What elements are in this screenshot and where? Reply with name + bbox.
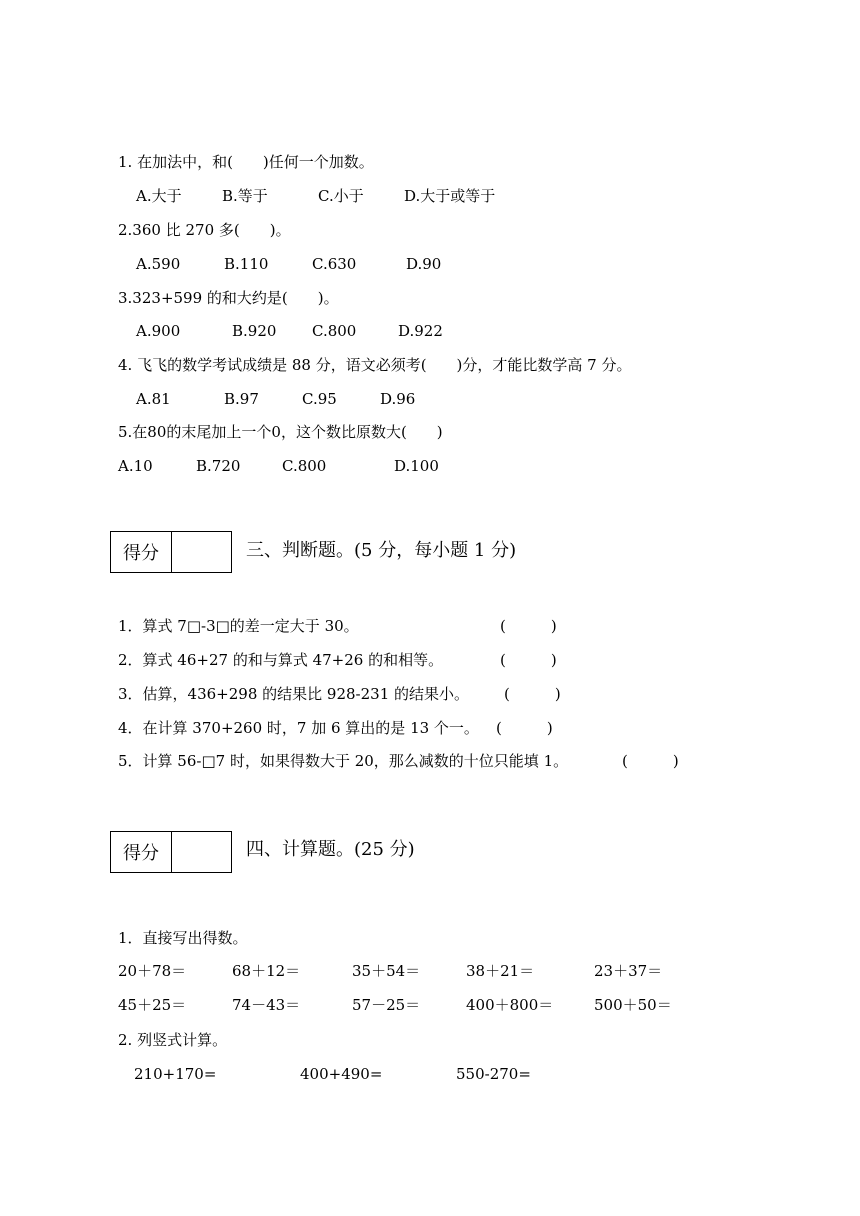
q1-option-c: C.小于 <box>318 187 364 205</box>
judge-item-4-answer: ( ) <box>496 719 553 737</box>
calc-row2-item-4: 400＋800＝ <box>466 996 554 1014</box>
calc-row2-item-1: 45＋25＝ <box>118 996 187 1014</box>
q4-option-b: B.97 <box>224 390 259 408</box>
judge-item-2: 2．算式 46+27 的和与算式 47+26 的和相等。 <box>118 651 444 669</box>
q1-option-a: A.大于 <box>136 187 182 205</box>
q5-option-d: D.100 <box>394 457 439 475</box>
judge-item-5: 5．计算 56-□7 时，如果得数大于 20，那么减数的十位只能填 1。 <box>118 752 569 770</box>
q2-option-a: A.590 <box>136 255 181 273</box>
calc-subheading-1: 1．直接写出得数。 <box>118 929 248 947</box>
score-box-section-3 <box>110 531 232 573</box>
score-box-section-4 <box>110 831 232 873</box>
q3-option-c: C.800 <box>312 322 357 340</box>
calc-row1-item-1: 20＋78＝ <box>118 962 187 980</box>
vertical-calc-1: 210+170= <box>134 1065 217 1083</box>
q2-option-c: C.630 <box>312 255 357 273</box>
calc-row1-item-4: 38＋21＝ <box>466 962 535 980</box>
calc-row1-item-2: 68＋12＝ <box>232 962 301 980</box>
judge-item-1: 1．算式 7□-3□的差一定大于 30。 <box>118 617 359 635</box>
question-4: 4. 飞飞的数学考试成绩是 88 分，语文必须考( )分，才能比数学高 7 分。 <box>118 356 632 374</box>
calc-row1-item-3: 35＋54＝ <box>352 962 421 980</box>
q5-option-a: A.10 <box>118 457 153 475</box>
q5-option-b: B.720 <box>196 457 241 475</box>
calc-row2-item-5: 500＋50＝ <box>594 996 672 1014</box>
section-4-title: 四、计算题。(25 分) <box>246 839 415 860</box>
calc-row1-item-5: 23＋37＝ <box>594 962 663 980</box>
q4-option-a: A.81 <box>136 390 171 408</box>
q4-option-d: D.96 <box>380 390 416 408</box>
vertical-calc-2: 400+490= <box>300 1065 383 1083</box>
q4-option-c: C.95 <box>302 390 337 408</box>
calc-row2-item-2: 74－43＝ <box>232 996 301 1014</box>
q1-option-d: D.大于或等于 <box>404 187 496 205</box>
q3-option-b: B.920 <box>232 322 277 340</box>
judge-item-3-answer: ( ) <box>504 685 561 703</box>
q2-option-d: D.90 <box>406 255 442 273</box>
q5-option-c: C.800 <box>282 457 327 475</box>
calc-subheading-2: 2. 列竖式计算。 <box>118 1031 228 1049</box>
judge-item-3: 3．估算，436+298 的结果比 928-231 的结果小。 <box>118 685 470 703</box>
q2-option-b: B.110 <box>224 255 269 273</box>
score-label: 得分 <box>111 832 172 872</box>
question-2: 2.360 比 270 多( )。 <box>118 221 291 239</box>
judge-item-5-answer: ( ) <box>622 752 679 770</box>
q1-option-b: B.等于 <box>222 187 268 205</box>
judge-item-2-answer: ( ) <box>500 651 557 669</box>
question-5: 5.在80的末尾加上一个0，这个数比原数大( ) <box>118 423 443 441</box>
section-3-title: 三、判断题。(5 分，每小题 1 分) <box>246 540 517 561</box>
judge-item-4: 4．在计算 370+260 时，7 加 6 算出的是 13 个一。 <box>118 719 479 737</box>
calc-row2-item-3: 57－25＝ <box>352 996 421 1014</box>
question-1: 1. 在加法中，和( )任何一个加数。 <box>118 153 374 171</box>
q3-option-a: A.900 <box>136 322 181 340</box>
vertical-calc-3: 550-270= <box>456 1065 531 1083</box>
q3-option-d: D.922 <box>398 322 443 340</box>
judge-item-1-answer: ( ) <box>500 617 557 635</box>
score-label: 得分 <box>111 532 172 572</box>
question-3: 3.323+599 的和大约是( )。 <box>118 289 339 307</box>
